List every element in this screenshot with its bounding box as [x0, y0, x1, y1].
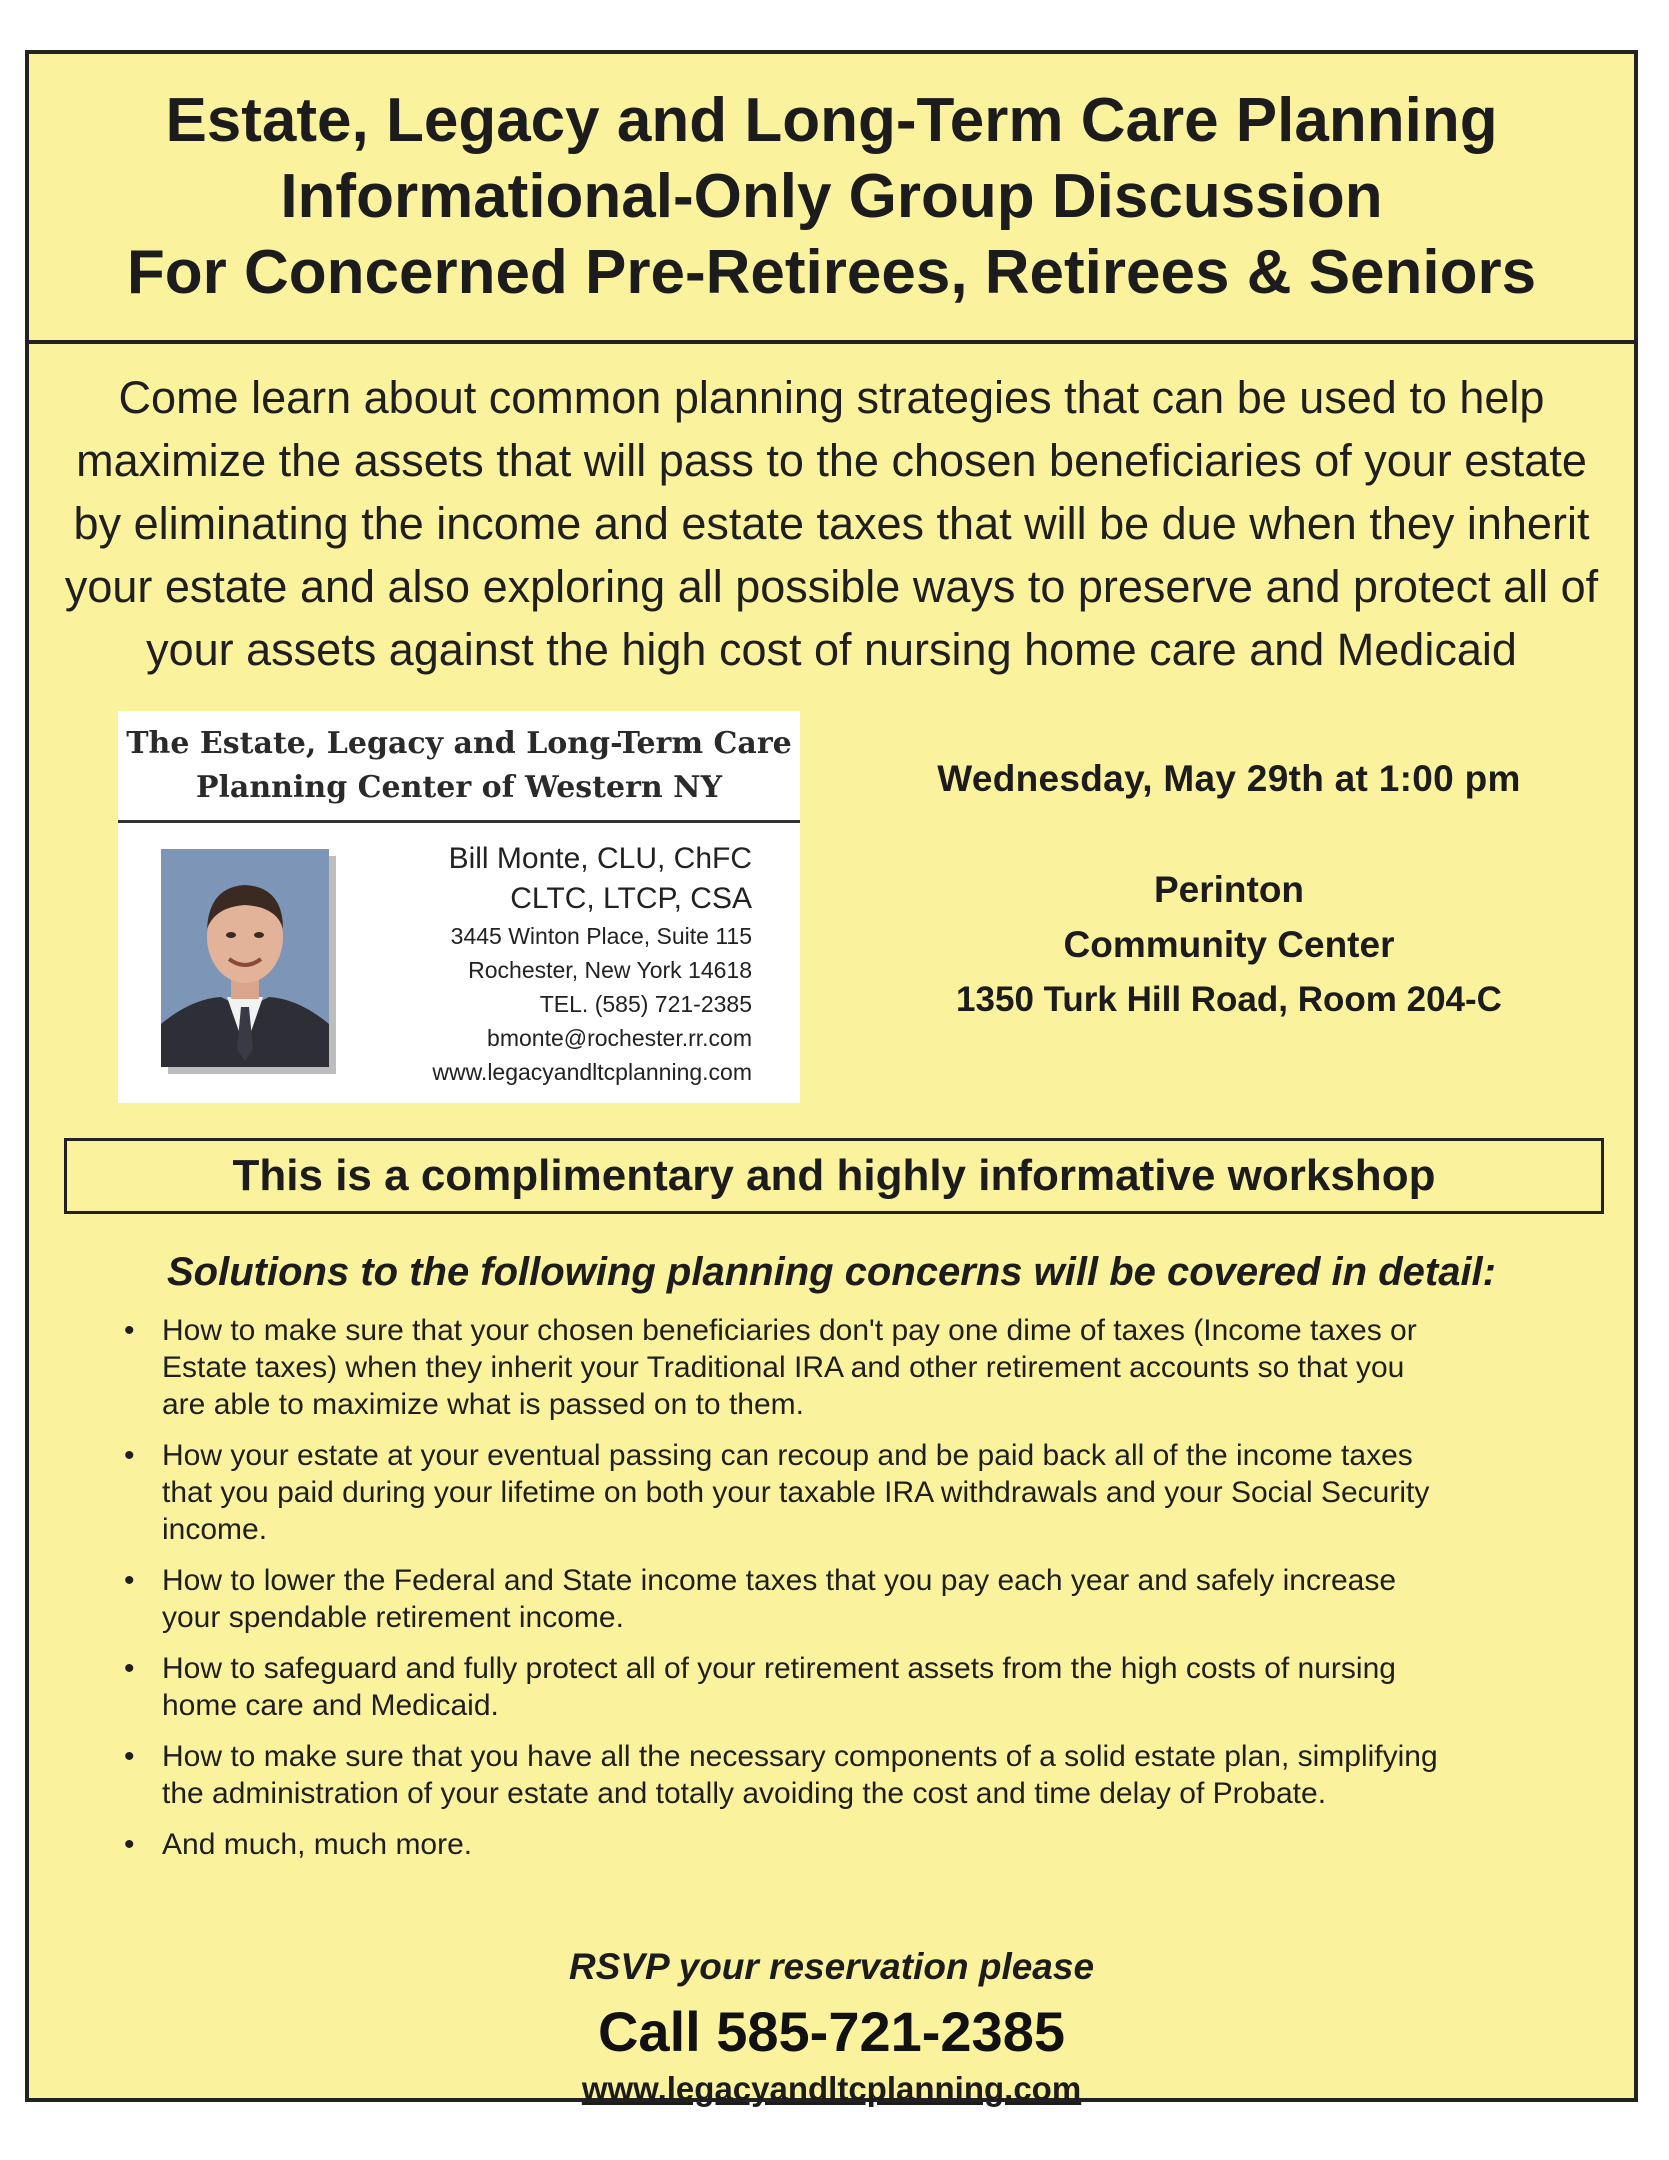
list-item — [124, 1312, 1594, 1423]
concerns-list — [124, 1312, 1594, 1877]
bullet-icon: • — [124, 1740, 135, 1773]
call-phone[interactable]: Call 585-721-2385 — [597, 2000, 1065, 2063]
advisor-name: Bill Monte, CLU, ChFC — [448, 842, 752, 875]
complimentary-banner: This is a complimentary and highly informative workshop — [64, 1138, 1604, 1214]
card-title — [118, 711, 800, 823]
contact-info — [432, 839, 752, 1089]
list-item-line: How to lower the Federal and State income taxes that you pay each year and safely increase — [162, 1564, 1397, 1597]
intro-line: maximize the assets that will pass to the chosen beneficiaries of your estate — [76, 435, 1587, 486]
event-details — [869, 754, 1589, 1027]
list-item-line: your spendable retirement income. — [162, 1601, 624, 1634]
event-address: 1350 Turk Hill Road, Room 204-C — [956, 980, 1502, 1019]
intro-paragraph — [29, 366, 1634, 681]
list-item — [124, 1738, 1594, 1812]
solutions-heading: Solutions to the following planning concerns will be covered in detail: — [167, 1250, 1496, 1294]
intro-line: Come learn about common planning strategies that can be used to help — [118, 372, 1545, 423]
advisor-portrait-icon — [161, 849, 329, 1067]
business-card — [118, 711, 800, 1103]
phone-number: TEL. (585) 721-2385 — [539, 991, 752, 1017]
flyer — [25, 50, 1638, 2107]
list-item-line: How to make sure that you have all the necessary components of a solid estate plan, simplifying — [162, 1740, 1438, 1773]
card-website-link[interactable]: www.legacyandltcplanning.com — [432, 1059, 752, 1085]
email-link[interactable]: bmonte@rochester.rr.com — [487, 1025, 752, 1051]
location-line-1: Perinton — [1153, 869, 1305, 910]
bullet-icon: • — [124, 1314, 135, 1347]
website-link[interactable]: www.legacyandltcplanning.com — [581, 2070, 1082, 2107]
advisor-credentials: CLTC, LTCP, CSA — [510, 882, 752, 915]
bullet-icon: • — [124, 1564, 135, 1597]
list-item — [124, 1437, 1594, 1548]
list-item-line: are able to maximize what is passed on to them. — [162, 1388, 804, 1421]
list-item — [124, 1650, 1594, 1724]
bullet-icon: • — [124, 1828, 135, 1861]
list-item-line: the administration of your estate and totally avoiding the cost and time delay of Probate. — [162, 1777, 1327, 1810]
card-title-line: The Estate, Legacy and Long-Term Care — [126, 725, 792, 761]
list-item-line: home care and Medicaid. — [162, 1689, 499, 1722]
header-line: Estate, Legacy and Long-Term Care Planning — [165, 86, 1498, 155]
list-item-line: How to safeguard and fully protect all of your retirement assets from the high costs of nursing — [162, 1652, 1396, 1685]
location-line-2: Community Center — [1063, 924, 1395, 965]
list-item-line: And much, much more. — [162, 1828, 473, 1861]
card-title-line: Planning Center of Western NY — [195, 769, 723, 805]
advisor-photo — [161, 849, 329, 1067]
address-line-2: Rochester, New York 14618 — [468, 957, 752, 983]
list-item-line: How to make sure that your chosen beneficiaries don't pay one dime of taxes (Income taxes or — [162, 1314, 1417, 1347]
list-item-line: income. — [162, 1513, 268, 1546]
header-line: Informational-Only Group Discussion — [280, 162, 1383, 231]
bullet-icon: • — [124, 1652, 135, 1685]
address-line-1: 3445 Winton Place, Suite 115 — [450, 923, 752, 949]
rsvp-text: RSVP your reservation please — [568, 1946, 1095, 1987]
list-item — [124, 1562, 1594, 1636]
list-item-line: How your estate at your eventual passing can recoup and be paid back all of the income taxes — [162, 1439, 1413, 1472]
list-item-line: that you paid during your lifetime on both your taxable IRA withdrawals and your Social Security — [162, 1476, 1430, 1509]
list-item-line: Estate taxes) when they inherit your Traditional IRA and other retirement accounts so that you — [162, 1351, 1405, 1384]
bullet-icon: • — [124, 1439, 135, 1472]
intro-line: your estate and also exploring all possible ways to preserve and protect all of — [64, 561, 1599, 612]
list-item — [124, 1826, 1594, 1863]
header-line: For Concerned Pre-Retirees, Retirees & Seniors — [126, 238, 1537, 307]
intro-line: by eliminating the income and estate taxes that will be due when they inherit — [73, 498, 1590, 549]
header — [29, 54, 1634, 344]
intro-line: your assets against the high cost of nursing home care and Medicaid — [146, 624, 1517, 675]
event-location — [869, 862, 1589, 1027]
event-date: Wednesday, May 29th at 1:00 pm — [937, 758, 1521, 799]
